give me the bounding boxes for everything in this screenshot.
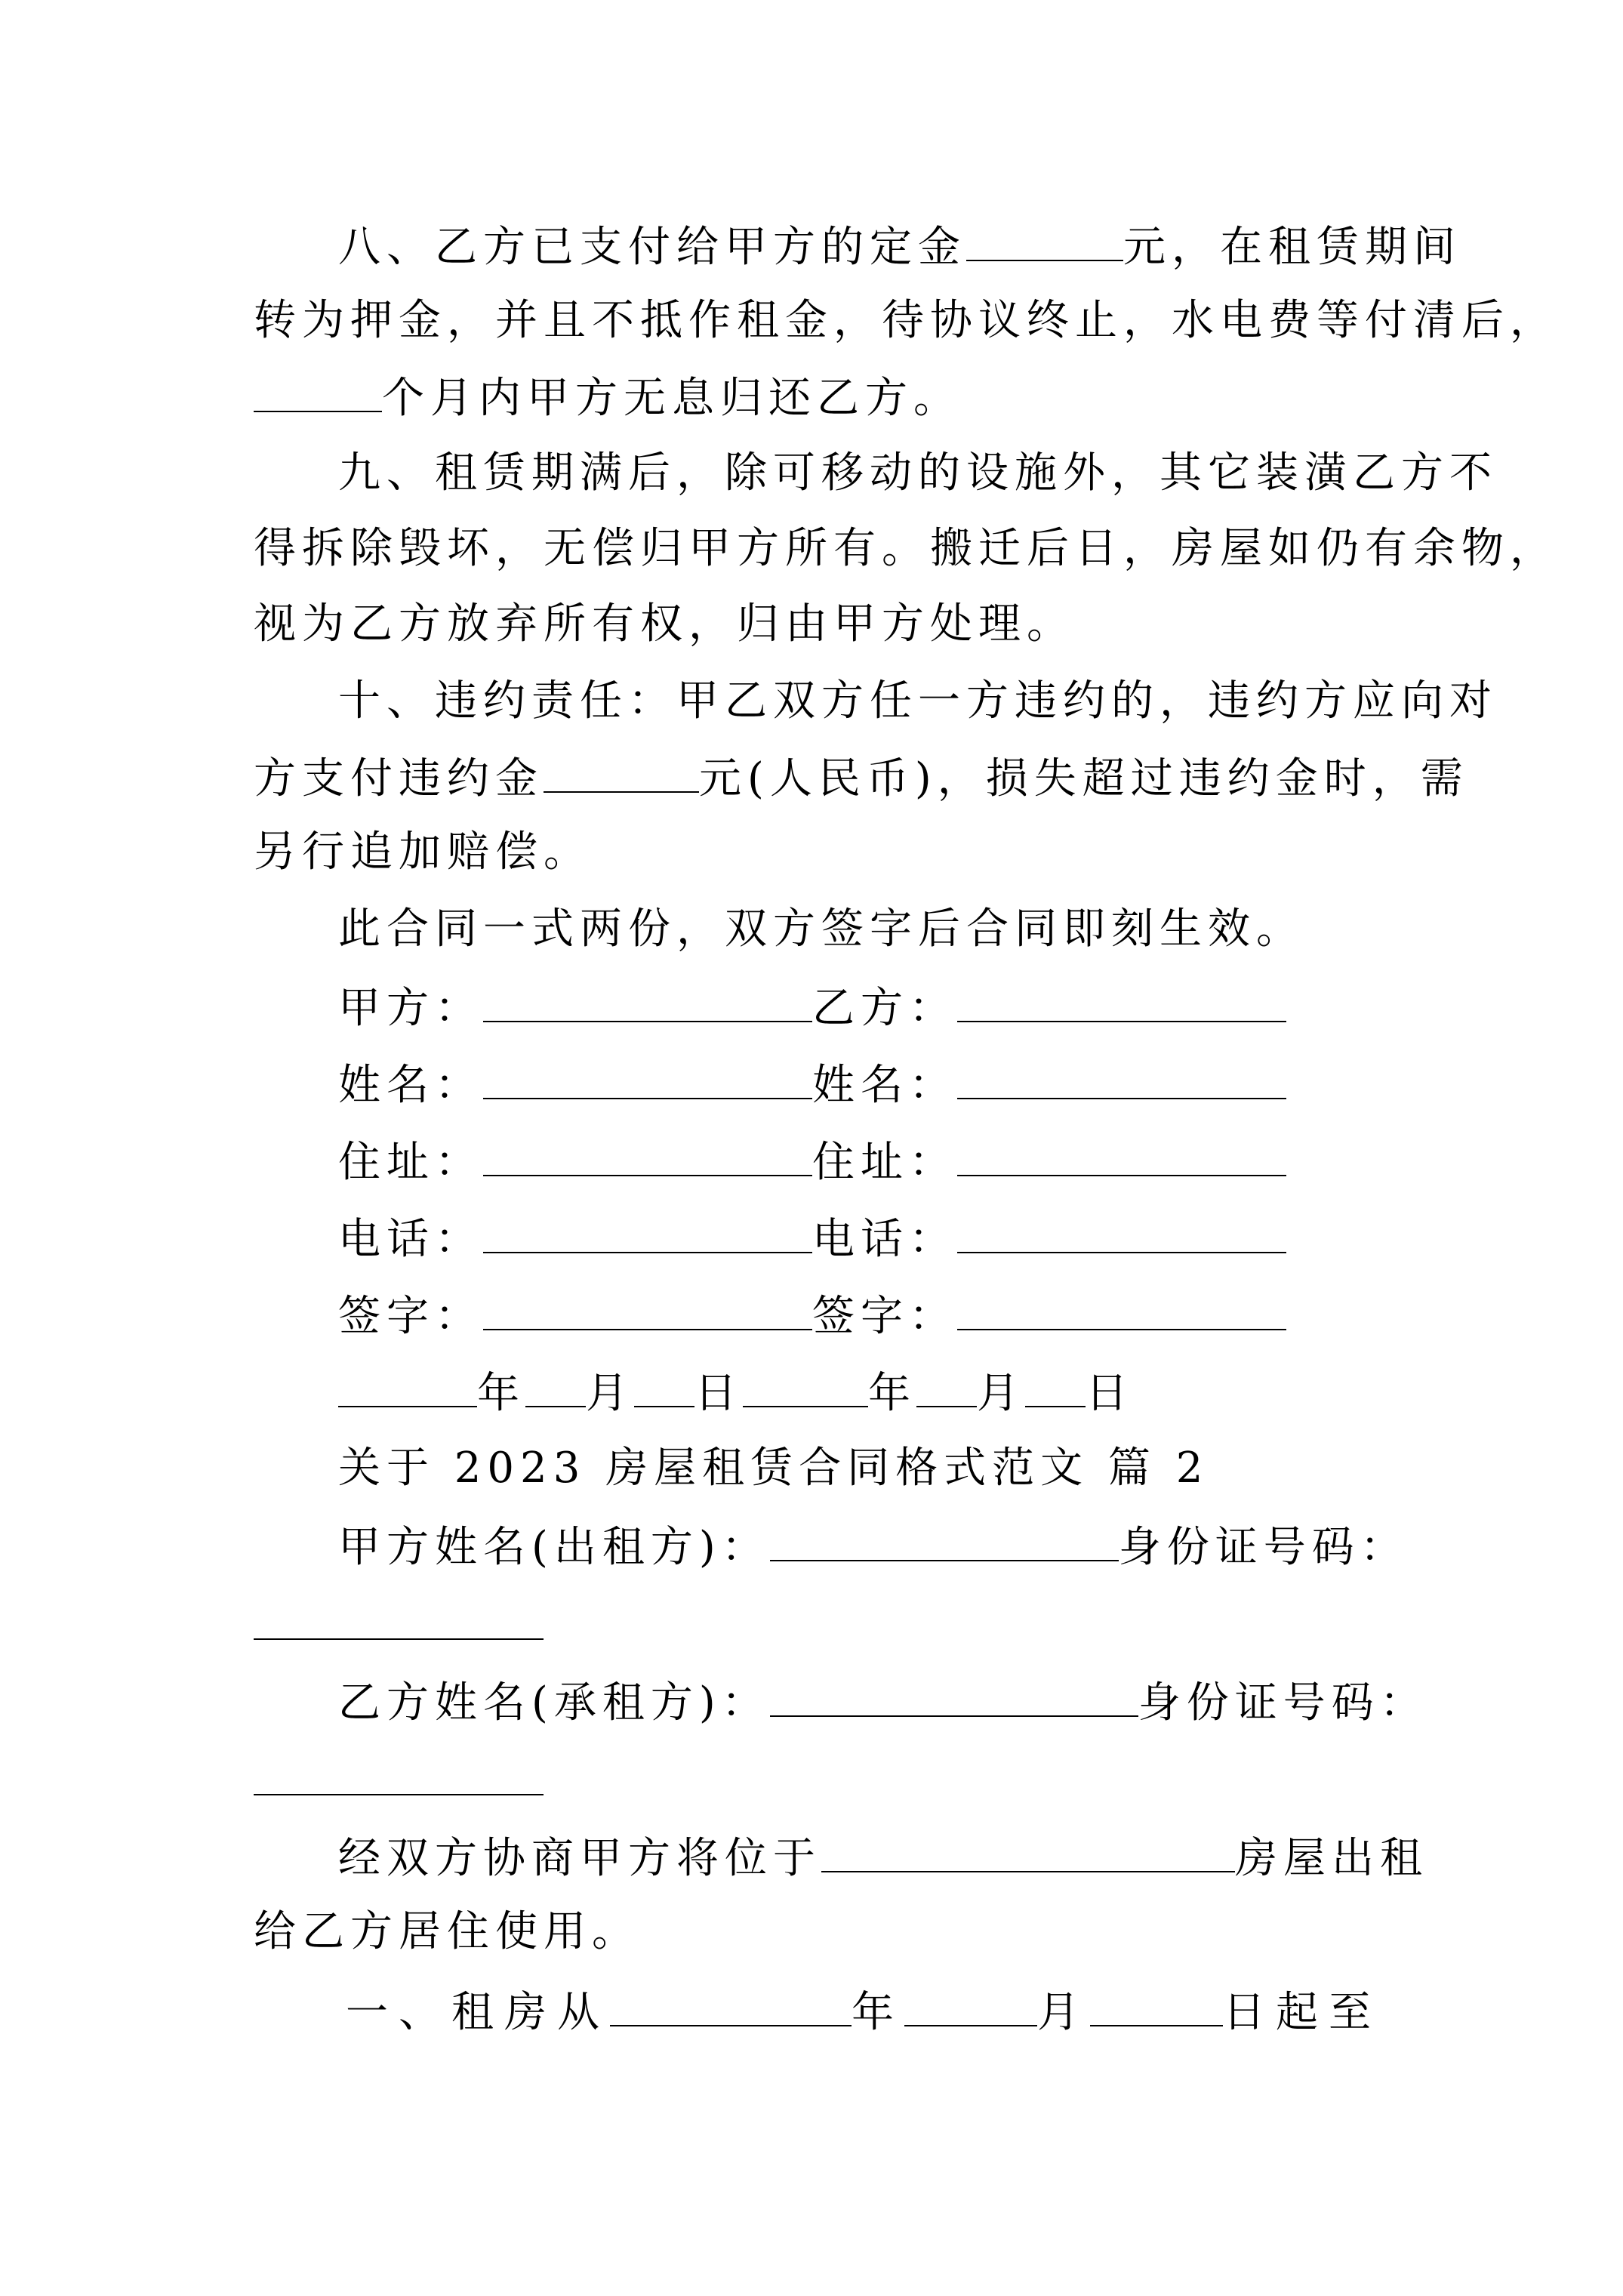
tenant-id-label: 身份证号码： — [1138, 1678, 1428, 1727]
address-label-a: 住址： — [338, 1138, 483, 1187]
clause10-line1: 十、违约责任：甲乙双方任一方违约的，违约方应向对 — [338, 676, 1498, 726]
address-field-a[interactable] — [483, 1134, 812, 1176]
term-line — [346, 1984, 1381, 2039]
term-month-field[interactable] — [904, 1984, 1037, 2026]
term-text: 一、租房从 — [346, 1988, 610, 2037]
party-b-field[interactable] — [957, 980, 1286, 1022]
date-a-month-label: 月 — [586, 1369, 634, 1418]
phone-row — [338, 1211, 1286, 1266]
party-a-label: 甲方： — [338, 984, 483, 1033]
term-month-label: 月 — [1037, 1988, 1090, 2037]
landlord-label: 甲方姓名(出租方)： — [338, 1523, 770, 1572]
clause10-text-b: 元(人民币)，损失超过违约金时，需 — [699, 754, 1469, 803]
address-row — [338, 1134, 1286, 1189]
landlord-id-field[interactable] — [254, 1598, 544, 1640]
clause8-text-b: 元，在租赁期间 — [1123, 223, 1461, 272]
date-b-year-field[interactable] — [743, 1365, 868, 1407]
sign-field-a[interactable] — [483, 1288, 812, 1330]
date-b-month-field[interactable] — [916, 1365, 977, 1407]
term-day-field[interactable] — [1090, 1984, 1223, 2026]
date-a-day-label: 日 — [694, 1369, 743, 1418]
property-location-field[interactable] — [821, 1830, 1235, 1872]
tenant-name-field[interactable] — [770, 1675, 1138, 1717]
name-label-a: 姓名： — [338, 1061, 483, 1110]
date-b-day-label: 日 — [1086, 1369, 1134, 1418]
landlord-name-field[interactable] — [770, 1519, 1119, 1561]
section2-title: 关于 2023 房屋租赁合同格式范文 篇 2 — [338, 1444, 1209, 1493]
clause8-text-c: 个月内甲方无息归还乙方。 — [382, 374, 962, 423]
agreement-line1 — [338, 1830, 1428, 1885]
clause10-text-a: 方支付违约金 — [254, 754, 544, 803]
phone-field-b[interactable] — [957, 1211, 1286, 1253]
agreement-text-a: 经双方协商甲方将位于 — [338, 1834, 821, 1883]
party-b-label: 乙方： — [812, 984, 957, 1033]
clause10-line2 — [254, 750, 1469, 806]
sign-label-a: 签字： — [338, 1292, 483, 1341]
phone-label-b: 电话： — [812, 1215, 957, 1264]
date-a-year-label: 年 — [477, 1369, 525, 1418]
deposit-amount-field[interactable] — [966, 219, 1123, 261]
tenant-label: 乙方姓名(承租方)： — [338, 1678, 770, 1727]
tenant-line — [338, 1675, 1428, 1730]
date-a-month-field[interactable] — [525, 1365, 586, 1407]
penalty-amount-field[interactable] — [544, 750, 699, 793]
sign-field-b[interactable] — [957, 1288, 1286, 1330]
refund-months-field[interactable] — [254, 370, 382, 412]
term-year-label: 年 — [852, 1988, 904, 2037]
date-a-year-field[interactable] — [338, 1365, 477, 1407]
tenant-id-field[interactable] — [254, 1753, 544, 1795]
date-a-day-field[interactable] — [634, 1365, 694, 1407]
clause10-line3: 另行追加赔偿。 — [254, 827, 592, 877]
tenant-id-line — [254, 1753, 544, 1808]
agreement-line2: 给乙方居住使用。 — [254, 1907, 640, 1956]
date-b-year-label: 年 — [868, 1369, 916, 1418]
clause8-text-a: 八、乙方已支付给甲方的定金 — [338, 223, 966, 272]
clause8-line3 — [254, 370, 962, 425]
name-field-a[interactable] — [483, 1057, 812, 1099]
name-label-b: 姓名： — [812, 1061, 957, 1110]
date-b-month-label: 月 — [977, 1369, 1025, 1418]
clause9-line3: 视为乙方放弃所有权，归由甲方处理。 — [254, 599, 1075, 649]
date-b-day-field[interactable] — [1025, 1365, 1086, 1407]
clause8-line2: 转为押金，并且不抵作租金，待协议终止，水电费等付清后， — [254, 296, 1558, 345]
clause9-line1: 九、租赁期满后，除可移动的设施外，其它装潢乙方不 — [338, 448, 1498, 498]
landlord-id-label: 身份证号码： — [1118, 1523, 1409, 1572]
clause9-line2: 得拆除毁坏，无偿归甲方所有。搬迁后日，房屋如仍有余物， — [254, 524, 1558, 573]
name-row — [338, 1057, 1286, 1112]
phone-label-a: 电话： — [338, 1215, 483, 1264]
phone-field-a[interactable] — [483, 1211, 812, 1253]
party-row — [338, 980, 1286, 1035]
term-year-field[interactable] — [610, 1984, 852, 2026]
address-field-b[interactable] — [957, 1134, 1286, 1176]
party-a-field[interactable] — [483, 980, 812, 1022]
sign-label-b: 签字： — [812, 1292, 957, 1341]
term-day-label: 日起至 — [1223, 1988, 1381, 2037]
sign-row — [338, 1288, 1286, 1343]
landlord-id-line — [254, 1598, 544, 1653]
agreement-text-b: 房屋出租 — [1235, 1834, 1428, 1883]
clause8-line1 — [338, 219, 1461, 274]
name-field-b[interactable] — [957, 1057, 1286, 1099]
landlord-line — [338, 1519, 1409, 1574]
date-row — [338, 1365, 1134, 1420]
address-label-b: 住址： — [812, 1138, 957, 1187]
effect-statement: 此合同一式两份，双方签字后合同即刻生效。 — [338, 905, 1304, 954]
